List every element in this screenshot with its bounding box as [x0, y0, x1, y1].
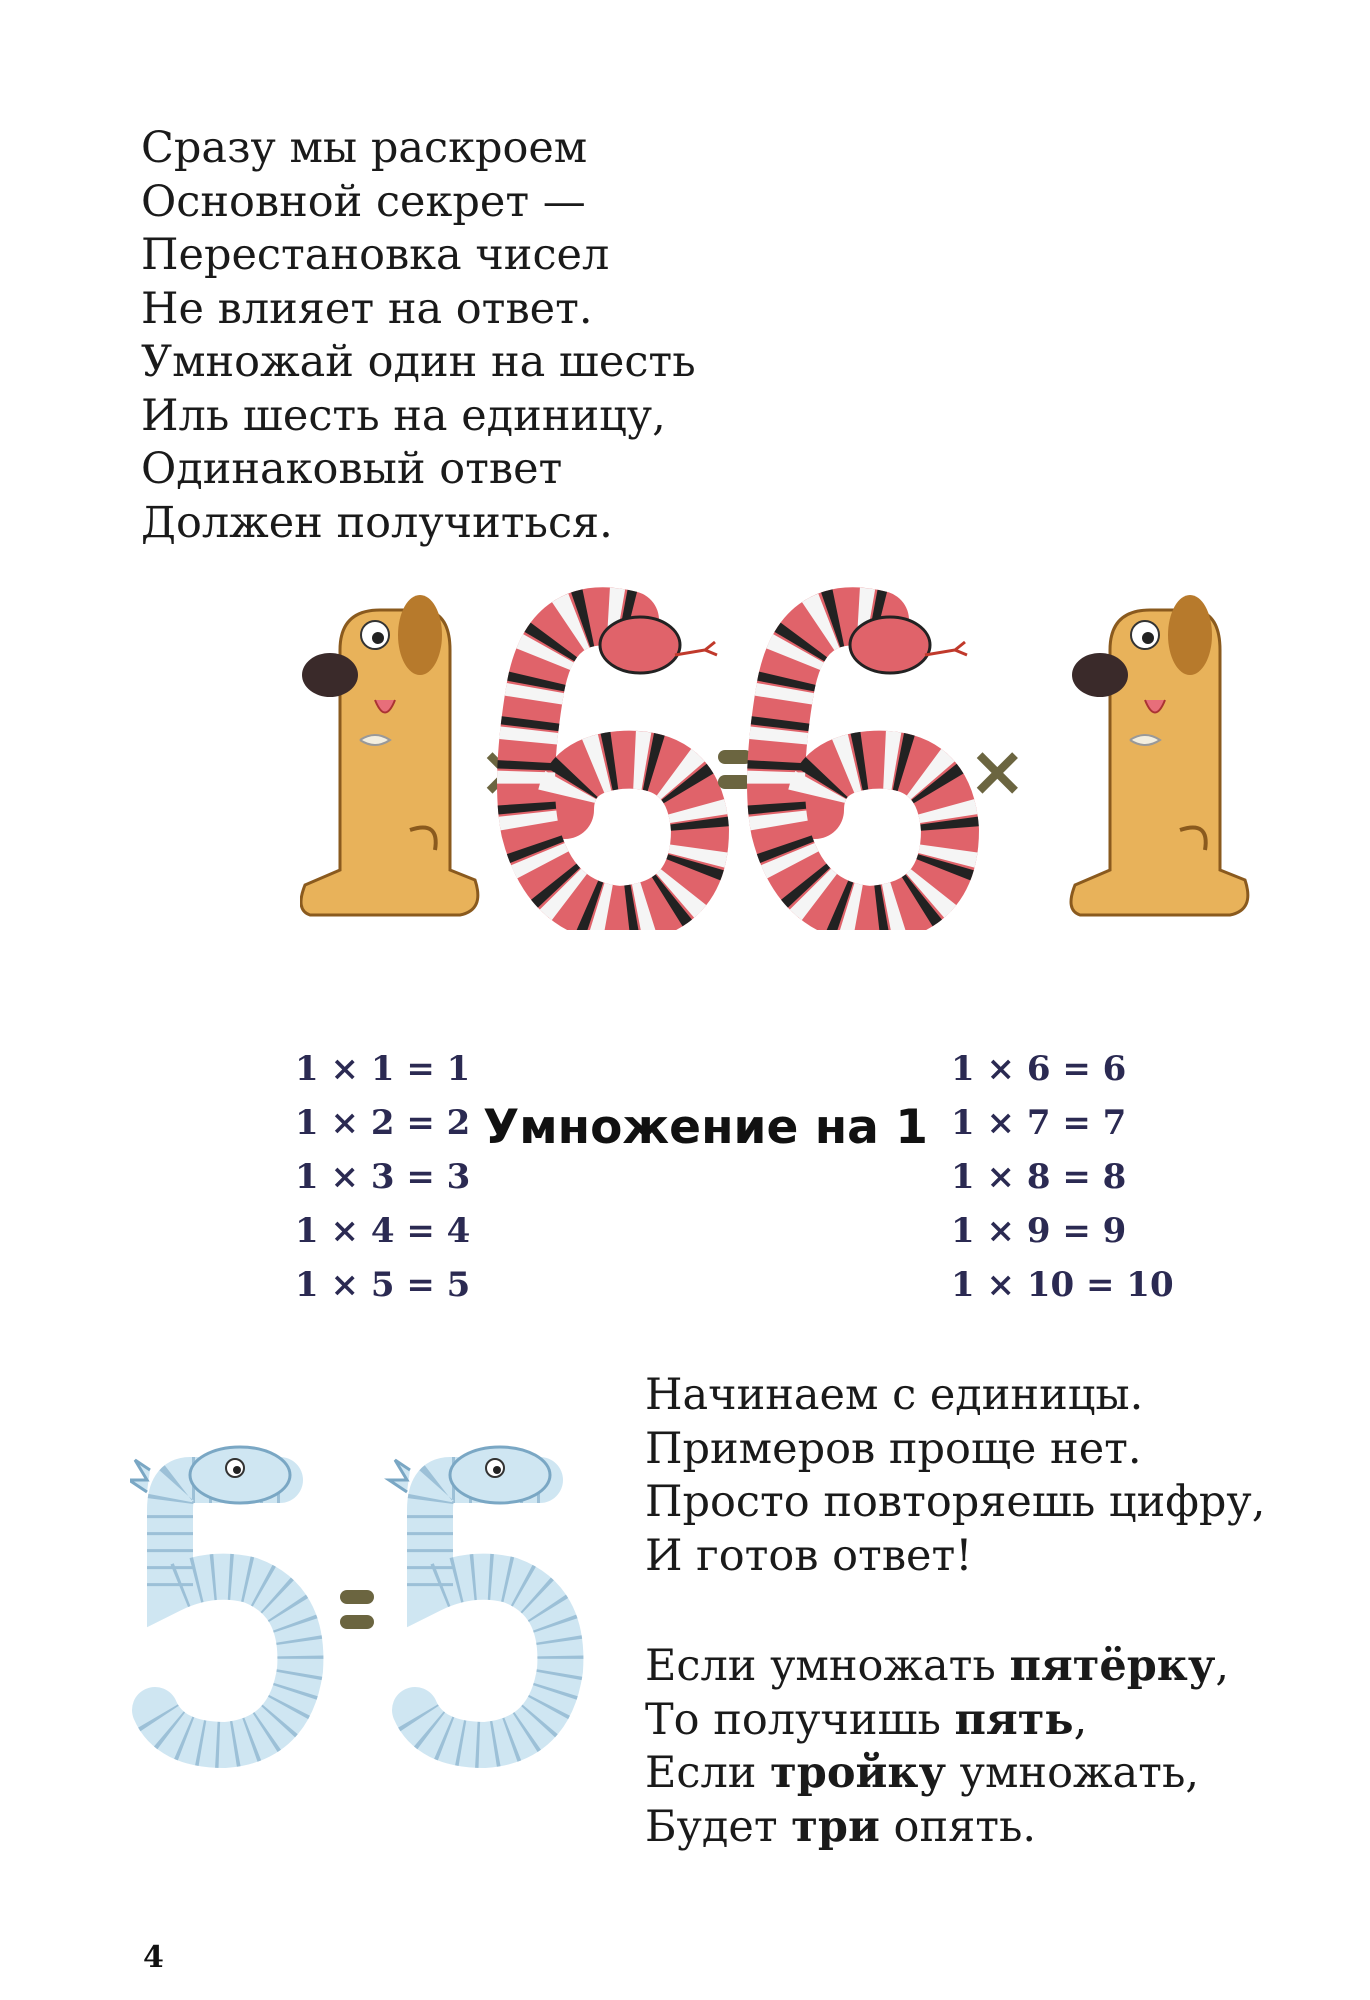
- seahorse-icon: [130, 1447, 300, 1745]
- poem-text: Если: [645, 1748, 771, 1798]
- equals-sign: [340, 1590, 374, 1629]
- dog-icon: [1071, 595, 1248, 915]
- poem-text: ,: [1215, 1641, 1230, 1691]
- poem-line: Перестановка чисел: [141, 230, 610, 280]
- table-row: 1 × 6 = 6: [951, 1049, 1127, 1089]
- poem-text: опять.: [879, 1801, 1037, 1852]
- table-row: 1 × 2 = 2: [295, 1103, 471, 1143]
- poem-line: [645, 1694, 1229, 1748]
- multiply-sign: ×: [968, 730, 1027, 812]
- poem-text: Если умножать: [645, 1641, 1010, 1691]
- poem-line: Просто повторяешь цифру,: [645, 1477, 1266, 1527]
- table-row: 1 × 5 = 5: [295, 1265, 471, 1305]
- table-row: 1 × 1 = 1: [295, 1049, 471, 1089]
- multiply-sign: ×: [478, 730, 537, 812]
- poem-emphasis: пять: [954, 1694, 1074, 1745]
- poem-line: И готов ответ!: [645, 1530, 973, 1581]
- table-row: 1 × 7 = 7: [951, 1103, 1127, 1143]
- poem-text: Будет: [645, 1801, 792, 1852]
- table-right-column: [951, 1042, 1174, 1312]
- poem-line: Иль шесть на единицу,: [141, 390, 666, 441]
- poem-line: Должен получиться.: [141, 497, 613, 548]
- poem-text: То получишь: [645, 1694, 955, 1745]
- snake-icon: [526, 616, 717, 915]
- poem-emphasis: тройку: [770, 1748, 946, 1798]
- poem-emphasis: три: [791, 1801, 880, 1852]
- table-row: 1 × 3 = 3: [295, 1157, 471, 1197]
- table-title: Умножение на 1: [483, 1100, 928, 1155]
- poem-text: умножать,: [946, 1748, 1200, 1798]
- dog-icon: [301, 595, 478, 915]
- poem-line: Примеров проще нет.: [645, 1423, 1142, 1474]
- equation-illustration-1x6: [300, 580, 1260, 930]
- poem-emphasis: пятёрку: [1009, 1641, 1216, 1691]
- poem-line: Умножай один на шесть: [141, 337, 696, 387]
- poem-line: Одинаковый ответ: [141, 444, 563, 494]
- poem-text: ,: [1073, 1694, 1088, 1745]
- poem-line: Начинаем с единицы.: [645, 1370, 1144, 1420]
- equation-illustration-5eq5: [130, 1440, 610, 1770]
- page-number: 4: [143, 1940, 164, 1975]
- table-row: 1 × 10 = 10: [951, 1265, 1174, 1305]
- seahorse-icon: [389, 1447, 560, 1745]
- poem-line: Сразу мы раскроем: [141, 123, 588, 173]
- poem-line: [645, 1640, 1229, 1694]
- table-row: 1 × 8 = 8: [951, 1157, 1127, 1197]
- table-row: 1 × 9 = 9: [951, 1211, 1127, 1251]
- poem-line: Не влияет на ответ.: [141, 283, 593, 334]
- snake-icon: [776, 616, 967, 915]
- equals-sign: [718, 750, 752, 789]
- table-row: 1 × 4 = 4: [295, 1211, 471, 1251]
- poem-top: [141, 122, 696, 550]
- poem-line: [645, 1801, 1229, 1855]
- table-left-column: [295, 1042, 470, 1312]
- poem-line: [645, 1747, 1229, 1801]
- poem-line: Основной секрет —: [141, 176, 586, 227]
- poem-middle: [645, 1369, 1265, 1583]
- poem-bottom: [645, 1640, 1229, 1854]
